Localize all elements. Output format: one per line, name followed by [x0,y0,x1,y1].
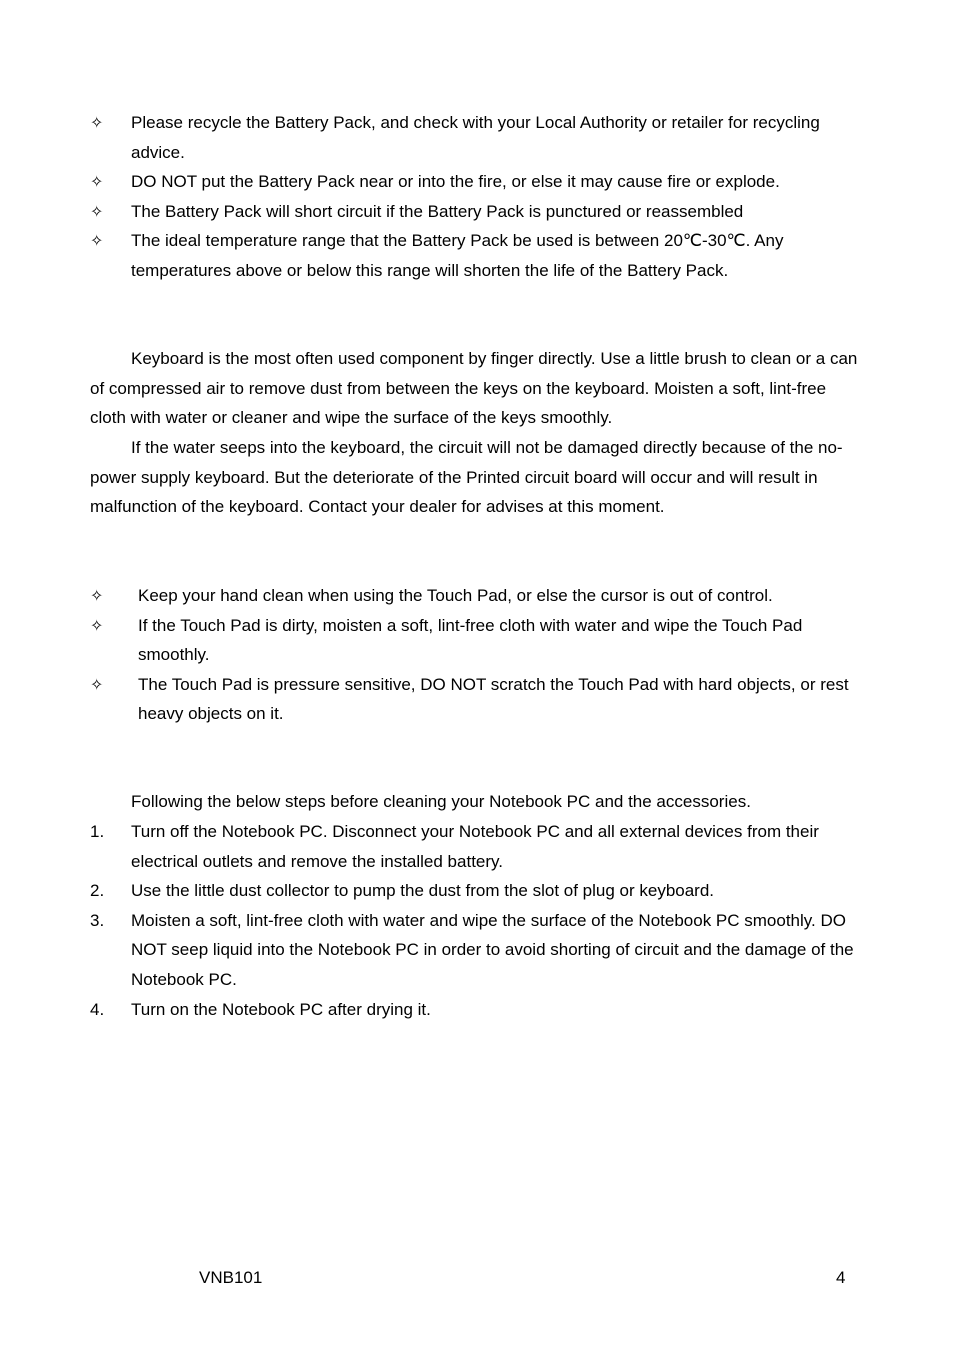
step-text: Turn off the Notebook PC. Disconnect your Notebook PC and all external devices from their electrical outlets and remove the installed battery. [131,822,819,871]
list-item [0,108,954,167]
list-item-text: The Battery Pack will short circuit if the Battery Pack is punctured or reassembled [131,201,744,221]
battery-care-list [0,108,954,286]
list-item [0,581,954,611]
star-bullet-icon: ✧ [90,113,104,132]
list-item-text: Please recycle the Battery Pack, and check with your Local Authority or retailer for recycling advice. [131,113,820,162]
list-item-text: The ideal temperature range that the Battery Pack be used is between 20℃-30℃. Any temperatures above or below this range will shorten the life of the Battery Pack. [131,231,784,280]
step-text: Moisten a soft, lint-free cloth with water and wipe the surface of the Notebook PC smoothly. DO NOT seep liquid into the Notebook PC in order to avoid shorting of circuit and the damage of the Notebook PC. [131,910,854,989]
step-number: 1. [90,822,105,841]
page-number: 4 [836,1268,846,1287]
step-text: Use the little dust collector to pump the dust from the slot of plug or keyboard. [131,881,715,901]
list-item-text: DO NOT put the Battery Pack near or into the fire, or else it may cause fire or explode. [131,172,780,192]
list-item-text: If the Touch Pad is dirty, moisten a soft, lint-free cloth with water and wipe the Touch Pad smoothly. [138,615,803,665]
list-item-text: The Touch Pad is pressure sensitive, DO NOT scratch the Touch Pad with hard objects, or rest heavy objects on it. [138,674,849,724]
star-bullet-icon: ✧ [90,201,104,221]
step-number: 2. [90,881,105,901]
list-item [0,611,954,670]
list-item [0,995,954,1025]
keyboard-paragraph: Keyboard is the most often used component by finger directly. Use a little brush to clean or a can of compressed air to remove dust from between the keys on the keyboard. Moisten a soft, lint-free cloth with water or cleaner and wipe the surface of the keys smoothly. [90,349,858,428]
step-text: Turn on the Notebook PC after drying it. [131,999,431,1019]
list-item [0,226,954,285]
list-item [0,817,954,876]
footer-model: VNB101 [199,1268,263,1287]
list-item [0,167,954,197]
star-bullet-icon: ✧ [90,674,104,694]
list-item-text: Keep your hand clean when using the Touch Pad, or else the cursor is out of control. [138,586,773,605]
list-item [0,197,954,227]
star-bullet-icon: ✧ [90,586,104,605]
keyboard-paragraph: If the water seeps into the keyboard, the circuit will not be damaged directly because of the no-power supply keyboard. But the deteriorate of the Printed circuit board will occur and will result in malfunction of the keyboard. Contact your dealer for advises at this moment. [90,438,843,517]
cleaning-steps-list [0,817,954,1024]
step-number: 4. [90,999,105,1019]
star-bullet-icon: ✧ [90,231,104,251]
list-item [0,906,954,995]
touchpad-care-list [0,581,954,729]
step-number: 3. [90,910,105,930]
cleaning-intro: Following the below steps before cleaning your Notebook PC and the accessories. [131,792,751,811]
list-item [0,876,954,906]
star-bullet-icon: ✧ [90,615,104,635]
star-bullet-icon: ✧ [90,172,104,192]
list-item [0,670,954,729]
